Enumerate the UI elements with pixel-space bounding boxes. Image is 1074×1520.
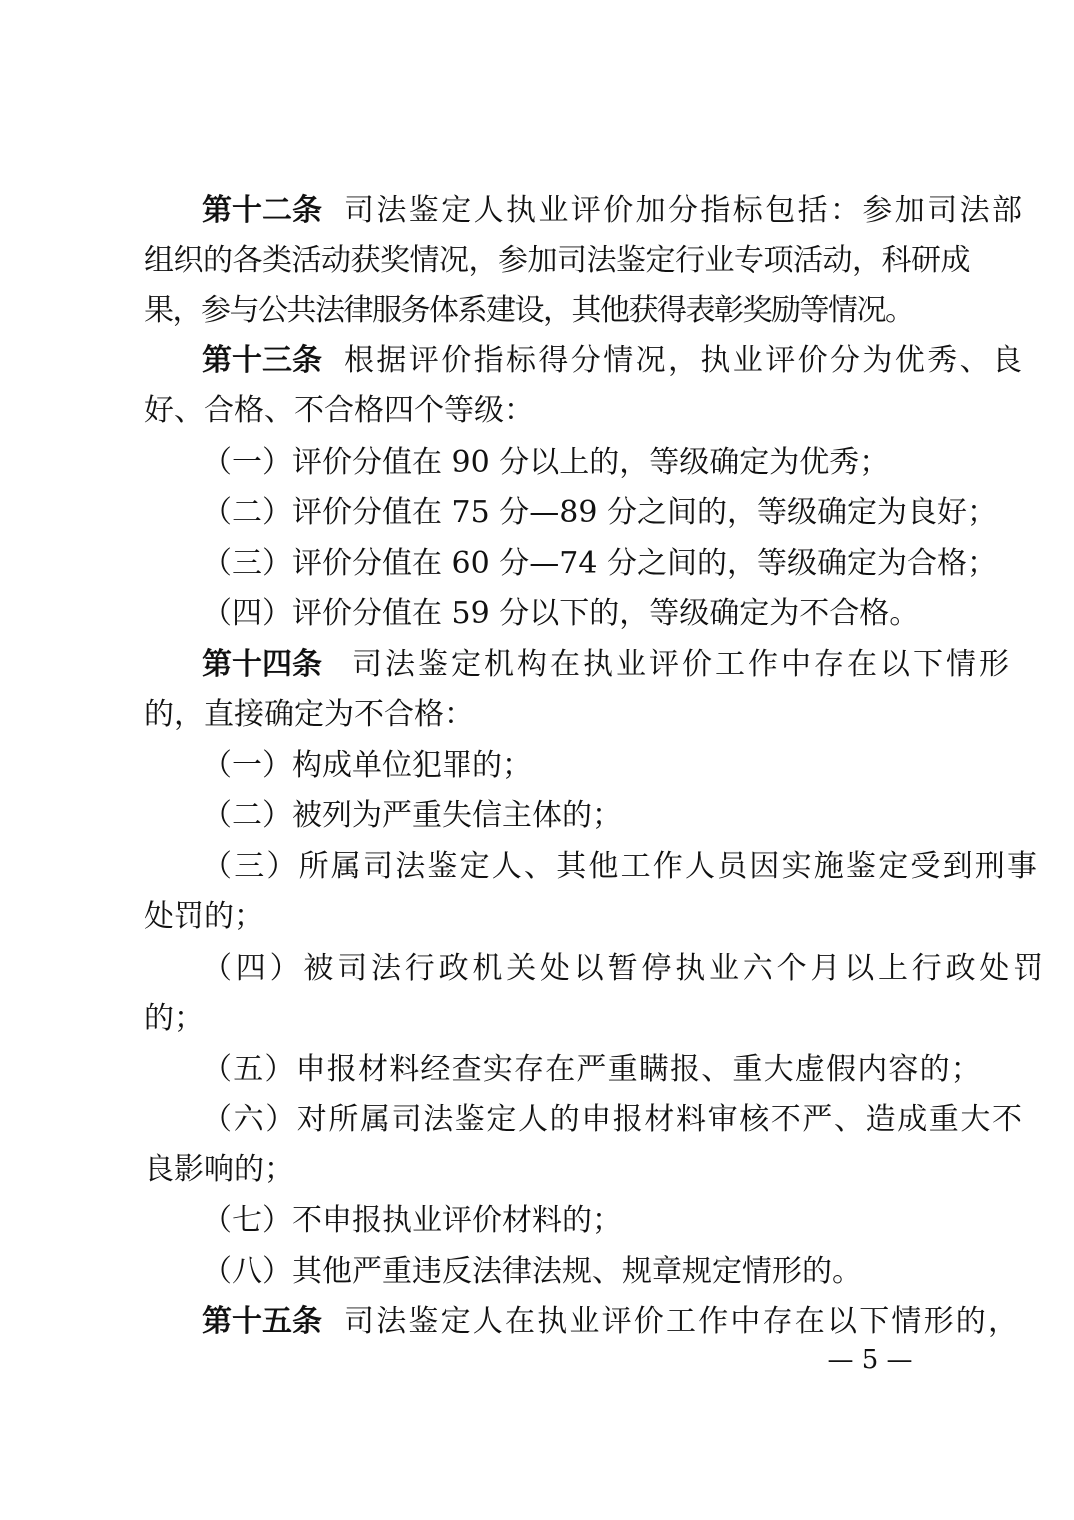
article-14-item-6 xyxy=(0,1095,1074,1145)
article-14-line-2 xyxy=(0,690,1074,740)
article-13-item-2 xyxy=(0,488,1074,538)
article-12-line-1 xyxy=(0,186,1074,236)
article-14-item-5 xyxy=(0,1045,1074,1095)
article-13-item-3 xyxy=(0,539,1074,589)
article-14-item-8 xyxy=(0,1247,1074,1297)
list-item: （二）评价分值在 75 分—89 分之间的，等级确定为良好； xyxy=(202,495,997,530)
list-item: （六）对所属司法鉴定人的申报材料审核不严、造成重大不 xyxy=(202,1102,1024,1137)
article-14-item-6-cont xyxy=(0,1145,1074,1195)
article-text: 组织的各类活动获奖情况，参加司法鉴定行业专项活动，科研成 xyxy=(144,243,970,278)
article-14-line-1 xyxy=(0,640,1074,690)
article-14-item-7 xyxy=(0,1196,1074,1246)
list-item: （五）申报材料经查实存在严重瞒报、重大虚假内容的； xyxy=(202,1052,982,1087)
article-text: 司法鉴定机构在执业评价工作中存在以下情形 xyxy=(352,647,1012,682)
article-14-item-4-cont xyxy=(0,994,1074,1044)
article-13-heading: 第十三条 xyxy=(202,343,322,378)
article-text: 根据评价指标得分情况，执业评价分为优秀、良 xyxy=(344,343,1025,378)
article-text: 好、合格、不合格四个等级： xyxy=(144,393,534,428)
article-14-item-4 xyxy=(0,944,1074,994)
article-text: 司法鉴定人执业评价加分指标包括：参加司法部 xyxy=(344,193,1025,228)
article-13-line-2 xyxy=(0,386,1074,436)
list-item: （一）评价分值在 90 分以上的，等级确定为优秀； xyxy=(202,445,890,480)
article-text: 果，参与公共法律服务体系建设，其他获得表彰奖励等情况。 xyxy=(144,293,914,328)
article-text: 司法鉴定人在执业评价工作中存在以下情形的， xyxy=(344,1304,1021,1339)
article-13-line-1 xyxy=(0,336,1074,386)
article-14-item-2 xyxy=(0,791,1074,841)
list-item: （四）评价分值在 59 分以下的，等级确定为不合格。 xyxy=(202,596,920,631)
article-text: 的，直接确定为不合格： xyxy=(144,697,474,732)
list-item: 处罚的； xyxy=(144,899,264,934)
page-number: — 5 — xyxy=(827,1345,913,1375)
article-13-item-4 xyxy=(0,589,1074,639)
list-item: （三）所属司法鉴定人、其他工作人员因实施鉴定受到刑事 xyxy=(202,849,1040,884)
list-item: （一）构成单位犯罪的； xyxy=(202,748,532,783)
article-12-line-3 xyxy=(0,286,1074,336)
article-14-item-1 xyxy=(0,741,1074,791)
article-12-heading: 第十二条 xyxy=(202,193,322,228)
list-item: （二）被列为严重失信主体的； xyxy=(202,798,622,833)
article-15-heading: 第十五条 xyxy=(202,1304,322,1339)
list-item: （八）其他严重违反法律法规、规章规定情形的。 xyxy=(202,1254,862,1289)
list-item: （三）评价分值在 60 分—74 分之间的，等级确定为合格； xyxy=(202,546,997,581)
list-item: （七）不申报执业评价材料的； xyxy=(202,1203,622,1238)
list-item: 的； xyxy=(144,1001,204,1036)
article-12-line-2 xyxy=(0,236,1074,286)
list-item: 良影响的； xyxy=(144,1152,294,1187)
article-14-item-3 xyxy=(0,842,1074,892)
article-14-item-3-cont xyxy=(0,892,1074,942)
list-item: （四）被司法行政机关处以暂停执业六个月以上行政处罚 xyxy=(202,951,1047,986)
article-14-heading: 第十四条 xyxy=(202,647,322,682)
article-13-item-1 xyxy=(0,438,1074,488)
